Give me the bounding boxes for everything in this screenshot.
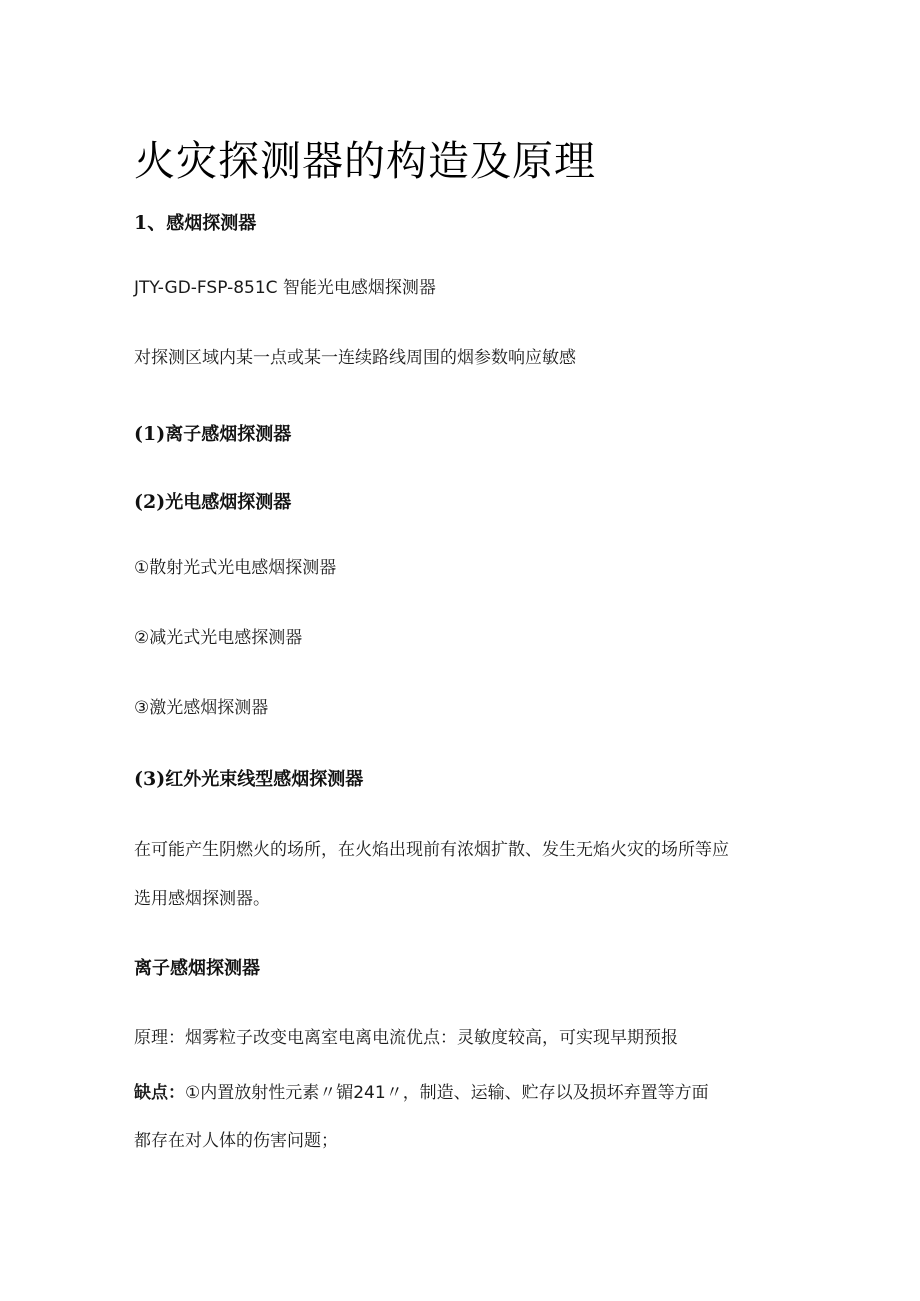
list-item-dimming: ②减光式光电感探测器 xyxy=(134,628,303,648)
section-heading-smoke-detector xyxy=(134,208,256,235)
section-number: 1、 xyxy=(134,212,167,234)
description-paragraph: 对探测区域内某一点或某一连续路线周围的烟参数响应敏感 xyxy=(134,348,576,368)
disadvantage-line-1 xyxy=(134,1078,709,1103)
subheading-text: 离子感烟探测器 xyxy=(165,424,292,445)
subheading-number: (2) xyxy=(134,491,166,513)
subheading-text: 红外光束线型感烟探测器 xyxy=(165,769,364,790)
principle-paragraph: 原理：烟雾粒子改变电离室电离电流优点：灵敏度较高，可实现早期预报 xyxy=(134,1028,678,1048)
usage-paragraph-line-1: 在可能产生阴燃火的场所，在火焰出现前有浓烟扩散、发生无焰火灾的场所等应 xyxy=(134,840,729,860)
usage-paragraph-line-2: 选用感烟探测器。 xyxy=(134,889,270,909)
subheading-text: 光电感烟探测器 xyxy=(165,492,292,513)
subheading-ion-detector xyxy=(134,420,291,446)
disadvantage-text: ①内置放射性元素〃镅241〃，制造、运输、贮存以及损坏弃置等方面 xyxy=(185,1083,709,1103)
disadvantage-line-2: 都存在对人体的伤害问题； xyxy=(134,1131,338,1151)
disadvantage-label: 缺点： xyxy=(134,1083,185,1103)
list-item-laser: ③激光感烟探测器 xyxy=(134,698,269,718)
ion-detector-heading: 离子感烟探测器 xyxy=(134,958,260,979)
subheading-number: (1) xyxy=(134,423,166,445)
document-title: 火灾探测器的构造及原理 xyxy=(134,137,596,185)
list-item-scattering: ①散射光式光电感烟探测器 xyxy=(134,558,337,578)
subheading-infrared-beam-detector xyxy=(134,765,363,791)
section-heading-text: 感烟探测器 xyxy=(166,213,257,234)
subheading-photoelectric-detector xyxy=(134,488,291,514)
subheading-number: (3) xyxy=(134,768,166,790)
model-line: JTY-GD-FSP-851C 智能光电感烟探测器 xyxy=(134,278,436,298)
